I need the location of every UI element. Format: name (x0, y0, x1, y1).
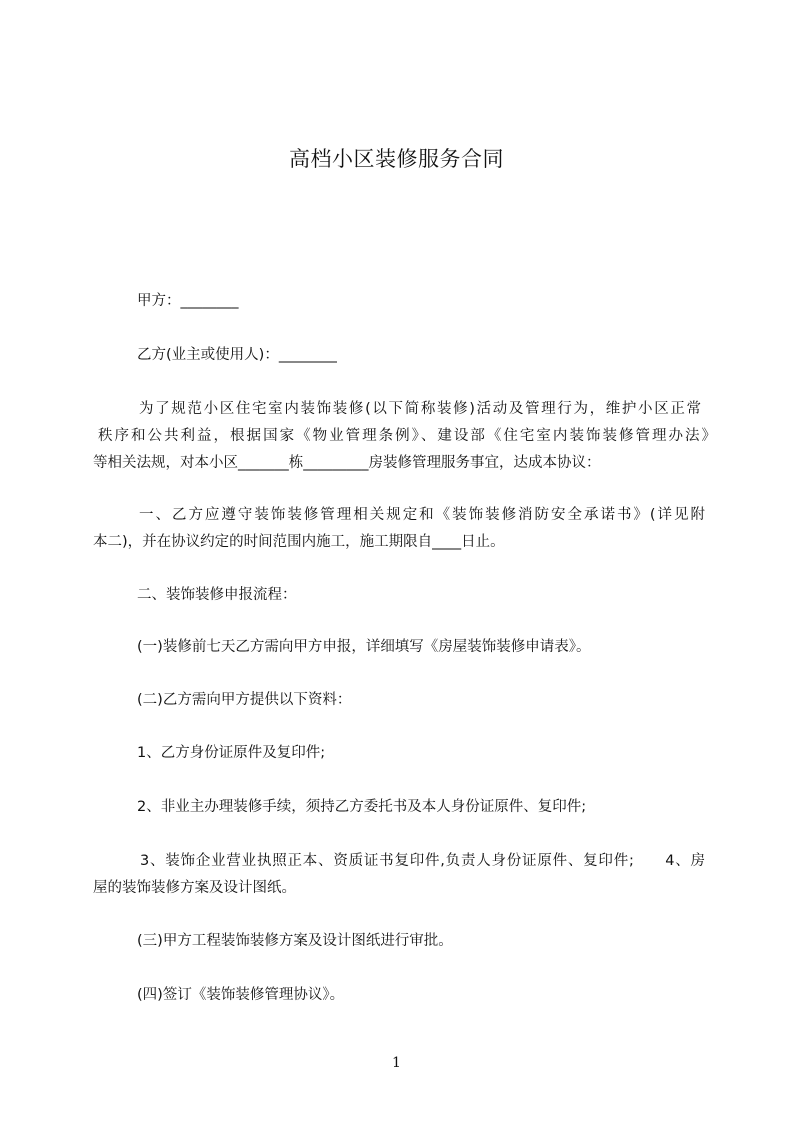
party-b-line: 乙方(业主或使用人)：________ (137, 347, 337, 363)
document-title: 高档小区装修服务合同 (289, 147, 504, 171)
party-a-line: 甲方：________ (137, 293, 239, 309)
intro-line-3: 等相关法规，对本小区_______栋_________房装修管理服务事宜，达成本协议： (93, 455, 601, 471)
procedure-item-4: (四)签订《装饰装修管理协议》。 (137, 987, 345, 1003)
clause-2-heading: 二、装饰装修申报流程： (137, 587, 297, 603)
procedure-item-3: (三)甲方工程装饰装修方案及设计图纸进行审批。 (137, 933, 453, 949)
procedure-item-2: (二)乙方需向甲方提供以下资料： (137, 692, 352, 708)
clause-1-line-2: 本二)，并在协议约定的时间范围内施工，施工期限自____日止。 (93, 534, 505, 550)
intro-line-2: 秩序和公共利益，根据国家《物业管理条例》、建设部《住宅室内装饰装修管理办法》 (98, 428, 716, 444)
document-requirement-3-line-2: 屋的装饰装修方案及设计图纸。 (93, 880, 296, 896)
intro-line-1: 为了规范小区住宅室内装饰装修(以下简称装修)活动及管理行为，维护小区正常 (139, 401, 701, 417)
procedure-item-1: (一)装修前七天乙方需向甲方申报，详细填写《房屋装饰装修申请表》。 (137, 639, 591, 655)
document-requirement-3-line-1: 3、装饰企业营业执照正本、资质证书复印件,负责人身份证原件、复印件; 4、房 (140, 853, 705, 869)
clause-1-line-1: 一、乙方应遵守装饰装修管理相关规定和《装饰装修消防安全承诺书》(详见附 (139, 507, 705, 523)
page-number: 1 (392, 1055, 401, 1071)
document-requirement-2: 2、非业主办理装修手续，须持乙方委托书及本人身份证原件、复印件; (137, 799, 587, 815)
document-requirement-1: 1、乙方身份证原件及复印件; (137, 745, 326, 761)
